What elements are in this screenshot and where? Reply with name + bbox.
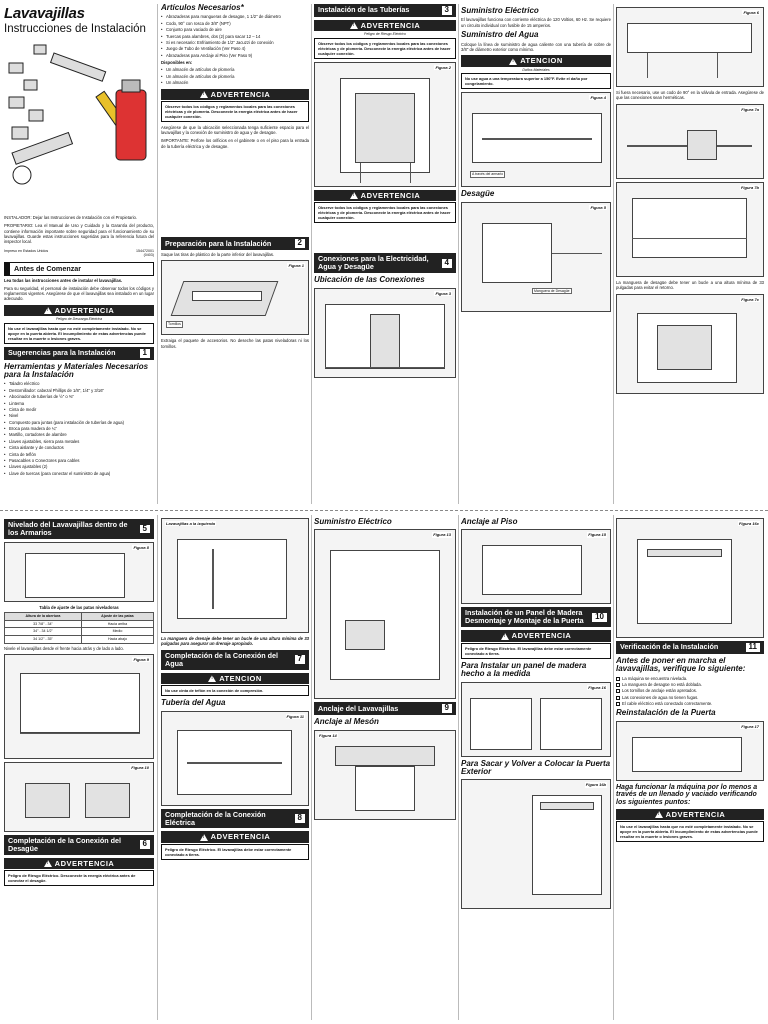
- checklist-item: [616, 676, 764, 681]
- tube-heading: Tubería del Agua: [161, 698, 226, 708]
- part-number: 154472001: [136, 248, 154, 253]
- panel-heading: Para Instalar un panel de madera hecho a la medida: [461, 660, 587, 679]
- column-4: [461, 4, 611, 315]
- figure-16-label: Figura 16: [588, 684, 606, 690]
- checklist-item: [616, 695, 764, 700]
- figure-8-label: Figura 8: [133, 544, 149, 550]
- warning-text-4: Observe todos los códigos y reglamentos locales para las conexiones eléctricas y de plomería. Desconecte la energía eléctrica antes de hacer cualquier conexión.: [314, 202, 456, 223]
- figure-9-label: Figura 9: [133, 656, 149, 662]
- warning-icon: [44, 860, 52, 867]
- figure-2-label: Figura 2: [435, 64, 451, 70]
- warning-icon: [501, 633, 509, 640]
- figure-13-label: Figura 13: [433, 532, 451, 538]
- warning-icon: [350, 22, 358, 29]
- step4-number: 4: [442, 259, 452, 268]
- step10-number: 10: [592, 613, 607, 622]
- warning-icon: [200, 91, 208, 98]
- printed-note: Impreso en Estados Unidos: [4, 248, 49, 253]
- electric2-heading: Suministro Eléctrico: [314, 517, 392, 526]
- page-top: [0, 0, 768, 508]
- figure-11: [161, 711, 309, 806]
- figure-17-label: Figura 17: [741, 723, 759, 729]
- figure-4-label: Figura 4: [590, 95, 606, 101]
- table-cell: Hacia abajo: [81, 636, 153, 644]
- page-subtitle: Instrucciones de Instalación: [4, 23, 146, 36]
- warning-title: ADVERTENCIA: [210, 89, 271, 99]
- before-section-header: [4, 262, 154, 276]
- before-p2: Para su seguridad, el personal de instalación debe observar todos los códigos y reglamentos vigentes. Asegúrese de que el lavavajillas sea instalado en un lugar adecuado.: [4, 285, 154, 302]
- check-heading: Antes de poner en marcha el lavavajillas, verifique lo siguiente:: [616, 655, 746, 674]
- table-cell: Hacia arriba: [81, 620, 153, 628]
- electric-heading: Suministro Eléctrico: [461, 6, 539, 15]
- col5-p2: La manguera de desagüe debe tener un bucle a una altura mínima de 33 pulgadas para evitar el retorno.: [616, 279, 764, 291]
- step7-header: [161, 650, 309, 670]
- warning-title: ADVERTENCIA: [665, 809, 726, 819]
- checklist-label: Los tornillos de anclaje están apretados.: [622, 688, 697, 694]
- step7-heading: Completación de la Conexión del Agua: [165, 650, 279, 668]
- step2-heading: Preparación para la Instalación: [165, 238, 272, 248]
- figure-16c-label: Figura 16c: [738, 521, 759, 526]
- tool-item: • Martillo, cortadores de alambre: [4, 432, 154, 437]
- figure-6-label: Figura 6: [743, 10, 759, 15]
- warning-subtitle: Peligro de Descarga Eléctrica: [55, 317, 103, 322]
- final-heading: Haga funcionar la máquina por lo menos a través de un llenado y vaciado verificando los siguientes puntos:: [616, 783, 758, 806]
- step9-header: [314, 702, 456, 715]
- warning-text-10: Peligro de Riesgo Eléctrico. El lavavajillas debe estar correctamente conectado a tierra.: [461, 643, 611, 659]
- available-list: [161, 67, 309, 85]
- prep-p2: Extraiga el paquete de accesorios. No deseche las patas niveladoras ni los tornillos.: [161, 338, 309, 349]
- articles-heading: Artículos Necesarios*: [161, 4, 244, 12]
- tool-item: • Llave de tuercas (para conectar el suministro de agua): [4, 471, 154, 476]
- table-header: Ajuste de las patas: [81, 613, 153, 621]
- level-table: [4, 612, 154, 643]
- step10-heading: Instalación de un Panel de Madera Desmontaje y Montaje de la Puerta: [465, 608, 584, 626]
- checkbox-icon: [616, 689, 620, 693]
- caution-text-7: No use cinta de teflón en la conexión de compresión.: [161, 685, 309, 696]
- step11-number: 11: [746, 643, 760, 652]
- before-heading: Antes de Comenzar: [14, 263, 82, 273]
- tool-item: • Taladro eléctrico: [4, 381, 154, 386]
- step11-header: [616, 641, 764, 654]
- warning-icon: [208, 675, 216, 682]
- warning-banner-10: [461, 630, 611, 642]
- available-heading: Disponibles en:: [161, 60, 193, 66]
- caution-subtitle: Daños Materiales: [522, 67, 550, 72]
- figure-10-label: Figura 10: [131, 764, 149, 770]
- step5-p1: Nivele el lavavajillas desde el frente hacia atrás y de lado a lado.: [4, 645, 124, 651]
- column-5: [616, 4, 764, 397]
- step6-number: 6: [140, 840, 150, 849]
- step8-heading: Completación de la Conexión Eléctrica: [165, 809, 266, 827]
- figure-15: [461, 529, 611, 604]
- warning-icon: [44, 307, 52, 314]
- tools-illustration: [4, 35, 154, 215]
- reinstall-heading: Reinstalación de la Puerta: [616, 708, 716, 718]
- owner-note: PROPIETARIO: Lea el Manual de Uso y Cuidado y la Garantía del producto, contiene información importante sobre seguridad para el funcionamiento de su lavavajillas. Guarde estas instrucciones sugeridas para la referencia futura del inspector local.: [4, 223, 154, 245]
- level-table-title: Tabla de ajuste de las patas niveladoras: [39, 604, 119, 610]
- warning-title: ADVERTENCIA: [511, 631, 572, 641]
- location-heading: Ubicación de las Conexiones: [314, 275, 425, 285]
- tools-icon: [4, 35, 154, 215]
- checklist: [616, 676, 764, 707]
- column-3: [314, 4, 456, 381]
- warning-title: ADVERTENCIA: [210, 832, 271, 842]
- warning-text-3: Observe todos los códigos y reglamentos locales para las conexiones eléctricas y de plomería. Desconecte la energía eléctrica antes de hacer cualquier conexión.: [314, 38, 456, 59]
- figure-7c-label: Figura 7c: [741, 296, 759, 302]
- bottom-column-3: [314, 515, 456, 823]
- step4-header: [314, 253, 456, 273]
- installer-note: INSTALADOR: Dejar las Instrucciones de Instalación con el Propietario.: [4, 215, 138, 221]
- warning-icon: [200, 834, 208, 841]
- water-heading: Suministro del Agua: [461, 30, 539, 40]
- step2-header: [161, 237, 309, 250]
- warning-icon: [655, 811, 663, 818]
- figure-2: [314, 62, 456, 187]
- figure-15-label: Figura 15: [588, 532, 606, 538]
- warning-banner-4: [314, 190, 456, 202]
- warning-text: No use el lavavajillas hasta que no esté completamente instalado. No se apoye en la puerta abierta. El incumplimiento de estas advertencias puede resultar en la muerte o lesiones graves.: [4, 323, 154, 344]
- table-row: [5, 620, 154, 628]
- tool-item: • Cinta de teflón: [4, 452, 154, 457]
- warning-text-2: Observe todos los códigos y reglamentos locales para las conexiones eléctricas y de plomería. Desconecte la energía eléctrica antes de hacer cualquier conexión.: [161, 101, 309, 122]
- step3-number: 3: [442, 6, 452, 15]
- checklist-item: [616, 701, 764, 706]
- print-date: (0403): [143, 253, 154, 258]
- step5-heading: Nivelado del Lavavajillas dentro de los Armarios: [8, 520, 128, 537]
- plumbing-p2: IMPORTANTE: Perfore los orificios en el gabinete o en el piso para la entrada de la tubería eléctrica y de desagüe.: [161, 138, 309, 149]
- left-side-label: Lavavajillas a la izquierda: [166, 521, 215, 526]
- tool-item: • Linterna: [4, 401, 154, 406]
- tool-item: • Destornillador: cabezal Phillips de 1/8", 1/4" y 3/16": [4, 388, 154, 393]
- table-cell: Medio: [81, 628, 153, 636]
- article-item: • Abrazaderas para mangueras de desagüe, 1 1/2" de diámetro: [161, 14, 309, 19]
- step2-number: 2: [295, 239, 305, 248]
- tool-item: • Nivel: [4, 413, 154, 418]
- step9-heading: Anclaje del Lavavajillas: [318, 703, 399, 713]
- figure-1: Figura 1 Tornillos: [161, 260, 309, 335]
- warning-subtitle-3: Peligro de Riesgo Eléctrico: [363, 32, 407, 37]
- drain-heading: Desagüe: [461, 189, 495, 199]
- bottom-column-5: [616, 515, 764, 845]
- caution-title: ATENCION: [219, 673, 262, 683]
- tool-item: • Llaves ajustables (2): [4, 464, 154, 469]
- figure-16b-label: Figura 16b: [585, 782, 606, 788]
- step3-header: [314, 4, 456, 17]
- warning-banner-11: [616, 809, 764, 821]
- bottom-column-4: [461, 515, 611, 912]
- figure-left-side: [161, 518, 309, 633]
- figure-13: [314, 529, 456, 699]
- step5-header: [4, 519, 154, 539]
- table-cell: 34 1/2" - 35": [5, 636, 82, 644]
- warning-icon: [350, 192, 358, 199]
- figure-7c: [616, 294, 764, 394]
- article-item: • Juego de Tubo de Ventilación (Ver Paso 4): [161, 46, 309, 51]
- figure-14-label: Figura 14: [319, 732, 337, 738]
- figure-door-panel: [616, 518, 764, 638]
- checklist-label: El cable eléctrico está conectado correctamente.: [622, 701, 713, 707]
- checklist-item: [616, 682, 764, 687]
- checkbox-icon: [616, 702, 620, 706]
- step1-header: [4, 347, 154, 360]
- door-heading: Para Sacar y Volver a Colocar la Puerta Exterior: [461, 758, 611, 776]
- warning-text-11: No use el lavavajillas hasta que no esté completamente instalado. No se apoye en la puerta abierta. El incumplimiento de estas advertencias puede resultar en la muerte o lesiones graves.: [616, 821, 764, 842]
- tool-item: • Compuesto para juntas (para instalación de tuberías de agua): [4, 420, 154, 425]
- caution-banner: [461, 55, 611, 67]
- step1-heading: Sugerencias para la Instalación: [8, 348, 116, 358]
- warning-banner-3: [314, 20, 456, 32]
- bottom-column-2: [161, 515, 309, 863]
- prep-p1: Saque las tiras de plástico de la parte inferior del lavavajillas.: [161, 251, 275, 257]
- step3-heading: Instalación de las Tuberías: [318, 5, 410, 15]
- table-cell: 34" - 34 1/2": [5, 628, 82, 636]
- tool-item: • Abocinador de tuberías de ½" o ⅜": [4, 394, 154, 399]
- step4-heading: Conexiones para la Electricidad, Agua y Desagüe: [318, 254, 429, 272]
- available-item: • Un almacén: [161, 80, 309, 85]
- step6-header: [4, 835, 154, 855]
- caution-title: ATENCION: [520, 56, 563, 66]
- page-bottom: [0, 510, 768, 1024]
- article-item: • Codo, 90° con rosca de 3/8" (NPT): [161, 21, 309, 26]
- table-header: Altura de la abertura: [5, 613, 82, 621]
- step10-header: [461, 607, 611, 627]
- electric-p: El lavavajillas funciona con corriente eléctrica de 120 Voltios, 60 Hz. Se requiere un circuito individual con fusible de 15 amperios.: [461, 17, 611, 28]
- table-cell: 33 7/8" - 34": [5, 620, 82, 628]
- articles-list: [161, 14, 309, 58]
- caution-banner-7: [161, 673, 309, 685]
- warning-text-6: Peligro de Riesgo Eléctrico. Desconecte la energía eléctrica antes de conectar el desagüe.: [4, 870, 154, 886]
- warning-title: ADVERTENCIA: [54, 858, 115, 868]
- warning-text-8: Peligro de Riesgo Eléctrico. El lavavajillas debe estar correctamente conectado a tierra.: [161, 844, 309, 860]
- figure-17: [616, 721, 764, 781]
- counter-heading: Anclaje al Mesón: [314, 717, 379, 727]
- warning-banner-6: [4, 858, 154, 870]
- checklist-label: La manguera de desagüe no está doblada.: [622, 681, 702, 687]
- figure-9: [4, 654, 154, 759]
- figure-1-label: Figura 1: [288, 263, 304, 269]
- before-p1: Lea todas las instrucciones antes de instalar el lavavajillas.: [4, 277, 123, 283]
- caution-text: No use agua a una temperatura superior a 150°F. Evite el daño por congelamiento.: [461, 73, 611, 89]
- water-p: Coloque la línea de suministro de agua caliente con una tubería de cobre de 3/8" de diámetro exterior como mínimo.: [461, 41, 611, 52]
- checkbox-icon: [616, 683, 620, 687]
- floor-heading: Anclaje al Piso: [461, 517, 518, 526]
- tool-item: • Cinta aislante y de conductos: [4, 445, 154, 450]
- page-title: Lavavajillas: [4, 5, 85, 22]
- warning-title: ADVERTENCIA: [360, 190, 421, 200]
- col5-p1: Si fuera necesario, use un codo de 90° en la válvula de entrada. Asegúrese de que las conexiones sean herméticas.: [616, 90, 764, 101]
- checkbox-icon: [616, 677, 620, 681]
- step8-number: 8: [295, 814, 305, 823]
- warning-banner-8: [161, 831, 309, 843]
- bottom-column-1: [4, 515, 154, 889]
- column-2: [161, 4, 309, 352]
- left-side-note: La manguera de drenaje debe tener un bucle de una altura mínima de 33 pulgadas para asegurar un drenaje apropiado.: [161, 636, 309, 647]
- article-item: • Si es necesario: Enfriamiento de 1/2" Jacuzzi de conexión: [161, 40, 309, 45]
- available-item: • Un almacén de artículos de plomería: [161, 74, 309, 79]
- tool-item: • Cinta de medir: [4, 407, 154, 412]
- table-row: [5, 628, 154, 636]
- warning-banner: [4, 305, 154, 317]
- tool-item: • Llaves ajustables, sierra para metales: [4, 439, 154, 444]
- step8-header: [161, 809, 309, 829]
- figure-7b-label: Figura 7b: [740, 184, 759, 190]
- figure-6: [616, 7, 764, 87]
- plumbing-p1: Asegúrese de que la ubicación seleccionada tenga suficiente espacio para el lavavajillas y la conexión de suministro de agua y de desagüe.: [161, 125, 309, 136]
- step9-number: 9: [442, 704, 452, 713]
- figure-11-label: Figura 11: [286, 713, 304, 719]
- figure-7a-label: Figura 7a: [741, 106, 759, 112]
- step6-heading: Completación de la Conexión del Desagüe: [8, 835, 122, 853]
- figure-3-label: Figura 3: [435, 290, 451, 296]
- tool-item: • Pasacables o Conectores para cables: [4, 458, 154, 463]
- checklist-item: [616, 688, 764, 693]
- warning-title: ADVERTENCIA: [360, 20, 421, 30]
- step1-number: 1: [140, 349, 150, 358]
- table-row: [5, 636, 154, 644]
- figure-7a: [616, 104, 764, 179]
- checkbox-icon: [616, 696, 620, 700]
- figure-4: Figura 4 A través del armario: [461, 92, 611, 187]
- warning-icon: [509, 58, 517, 65]
- tools-list: [4, 381, 154, 476]
- article-item: • Conjunto para vaciado de aire: [161, 27, 309, 32]
- step11-heading: Verificación de la Instalación: [620, 642, 719, 652]
- figure-7b: [616, 182, 764, 277]
- article-item: • Abrazaderas para Anclaje al Piso (Ver Paso 9): [161, 53, 309, 58]
- figure-16a: [461, 682, 611, 757]
- warning-title: ADVERTENCIA: [54, 305, 115, 315]
- step5-number: 5: [140, 525, 150, 534]
- checklist-label: Las conexiones de agua no tienen fugas.: [622, 694, 699, 700]
- warning-banner-2: [161, 89, 309, 101]
- tool-item: • Broca para madera de ¼": [4, 426, 154, 431]
- step7-number: 7: [295, 655, 305, 664]
- checklist-label: La máquina se encuentra nivelada.: [622, 675, 688, 681]
- figure-8: [4, 542, 154, 602]
- figure-3: [314, 288, 456, 378]
- figure-5-label: Figura 5: [590, 204, 606, 210]
- figure-14: [314, 730, 456, 820]
- figure-5: Figura 5 Manguera de Desagüe: [461, 202, 611, 312]
- figure-16b: [461, 779, 611, 909]
- article-item: • Tuercas para alambres, dos (2) para sacar 12 – 14: [161, 34, 309, 39]
- available-item: • Un almacén de artículos de plomería: [161, 67, 309, 72]
- tools-heading: Herramientas y Materiales Necesarios para la Instalación: [4, 361, 149, 379]
- column-1: [4, 4, 154, 477]
- figure-10: [4, 762, 154, 832]
